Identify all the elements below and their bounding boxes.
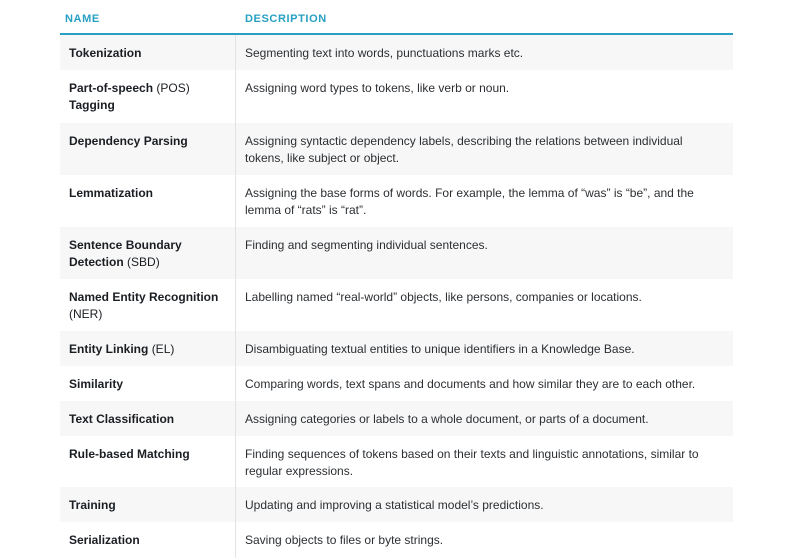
header-name: NAME — [65, 13, 100, 25]
row-term: Tokenization — [69, 46, 142, 60]
row-description: Assigning the base forms of words. For example, the lemma of “was” is “be”, and the lemma of “rats” is “rat”. — [245, 186, 694, 217]
header-description: DESCRIPTION — [245, 13, 327, 25]
row-description: Segmenting text into words, punctuations marks etc. — [245, 46, 524, 60]
row-name — [60, 227, 236, 279]
row-description: Finding sequences of tokens based on their texts and linguistic annotations, similar to regular expressions. — [245, 447, 699, 478]
row-name — [60, 175, 236, 227]
table-row — [60, 175, 733, 227]
row-term: Similarity — [69, 377, 124, 391]
row-description: Updating and improving a statistical model’s predictions. — [245, 498, 544, 512]
table-row — [60, 401, 733, 436]
table-row — [60, 227, 733, 279]
table-row — [60, 123, 733, 175]
row-term: Serialization — [69, 533, 140, 547]
row-description: Comparing words, text spans and documents and how similar they are to each other. — [245, 377, 696, 391]
table-row — [60, 331, 733, 366]
row-abbr: (SBD) — [127, 255, 160, 269]
features-table — [60, 0, 733, 558]
table-body — [60, 35, 733, 558]
row-term: Lemmatization — [69, 186, 154, 200]
row-name — [60, 123, 236, 175]
row-term: Text Classification — [69, 412, 175, 426]
row-name — [60, 487, 236, 522]
row-name — [60, 35, 236, 70]
row-name — [60, 436, 236, 487]
table-row — [60, 35, 733, 70]
row-name — [60, 331, 236, 366]
row-name — [60, 366, 236, 401]
table-row — [60, 436, 733, 487]
table-header — [60, 0, 733, 35]
row-description: Assigning word types to tokens, like verb or noun. — [245, 81, 510, 95]
row-abbr: (NER) — [69, 307, 103, 321]
row-term: Part-of-speech — [69, 81, 154, 95]
table-row — [60, 279, 733, 331]
row-term: Dependency Parsing — [69, 134, 188, 148]
row-name — [60, 401, 236, 436]
row-description: Disambiguating textual entities to unique identifiers in a Knowledge Base. — [245, 342, 635, 356]
row-name — [60, 279, 236, 331]
row-abbr: (EL) — [151, 342, 175, 356]
row-term: Sentence Boundary Detection — [69, 238, 182, 269]
row-description: Assigning syntactic dependency labels, describing the relations between individual tokens, like subject or object. — [245, 134, 683, 165]
table-row — [60, 366, 733, 401]
row-term: Entity Linking — [69, 342, 149, 356]
table-row — [60, 487, 733, 522]
row-description: Labelling named “real-world” objects, like persons, companies or locations. — [245, 290, 642, 304]
row-term: Training — [69, 498, 116, 512]
row-name — [60, 70, 236, 123]
row-description: Finding and segmenting individual sentences. — [245, 238, 488, 252]
row-abbr: (POS) — [156, 81, 190, 95]
row-term: Rule-based Matching — [69, 447, 190, 461]
table-row — [60, 70, 733, 123]
row-term-cont: Tagging — [69, 98, 115, 112]
row-description: Saving objects to files or byte strings. — [245, 533, 444, 547]
row-term: Named Entity Recognition — [69, 290, 219, 304]
row-description: Assigning categories or labels to a whole document, or parts of a document. — [245, 412, 649, 426]
